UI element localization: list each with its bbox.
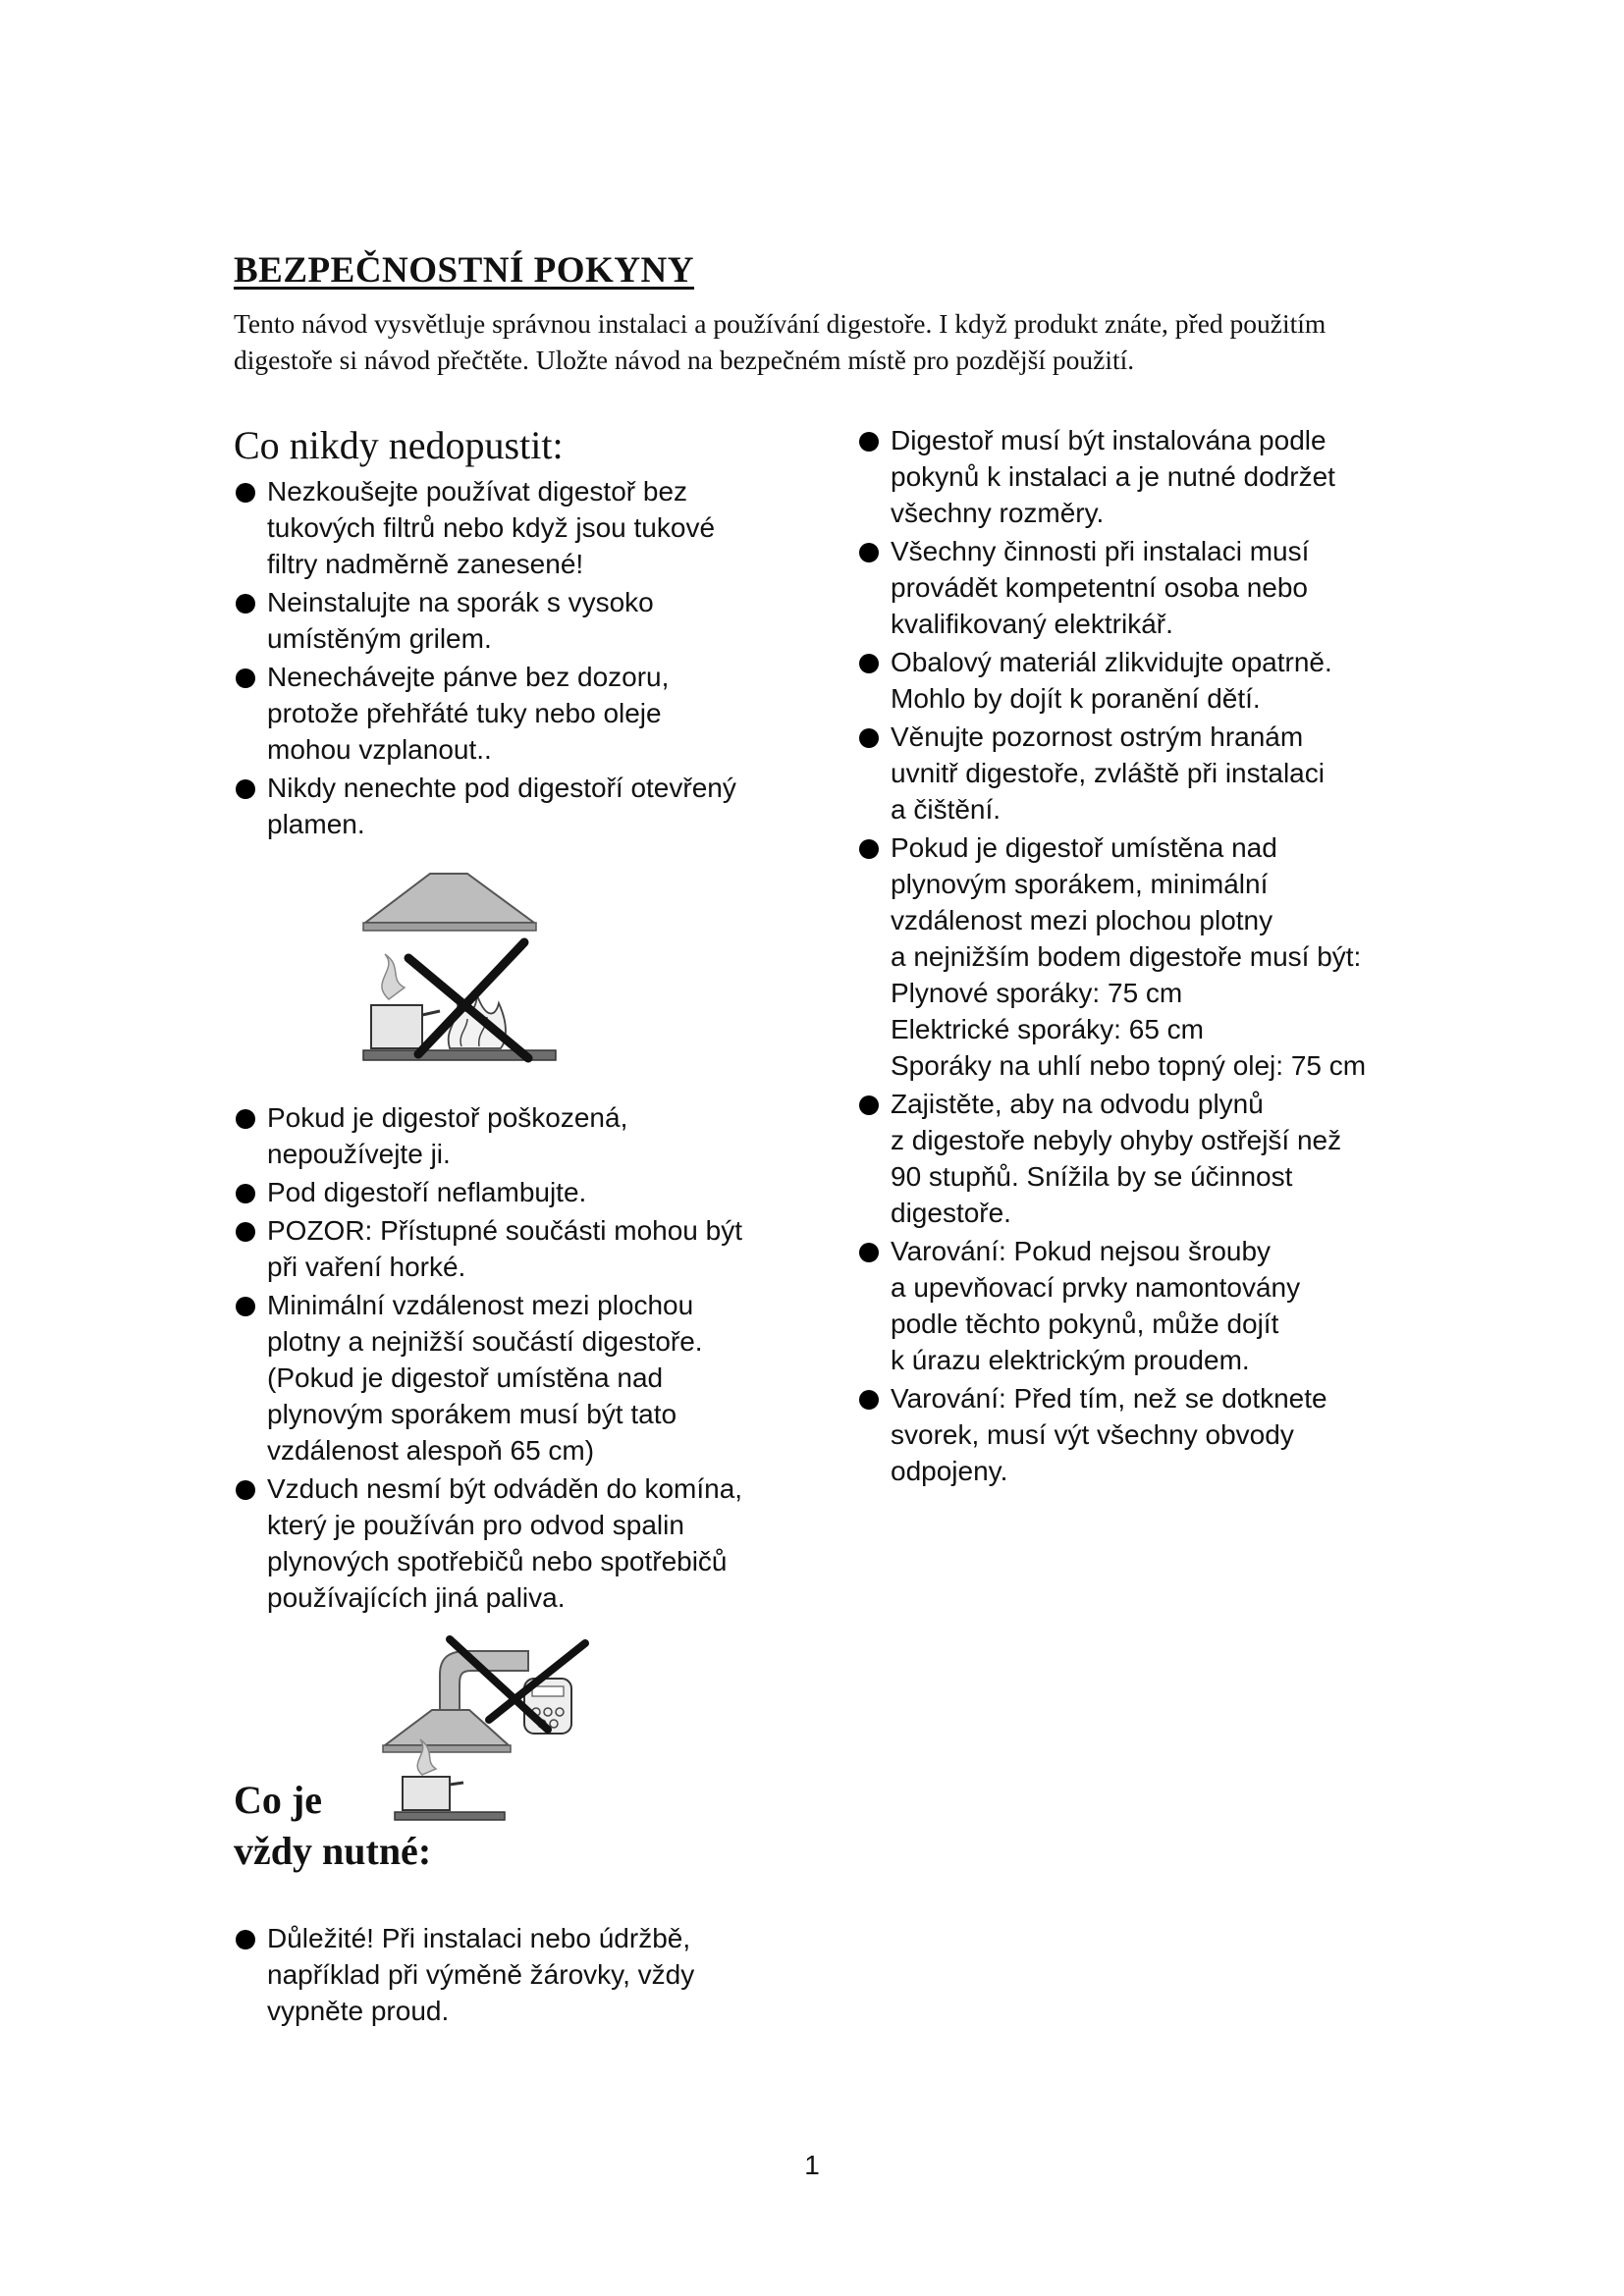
bullet-text	[889, 644, 1446, 717]
pot-on-cooktop-illustration	[391, 1724, 509, 1832]
cooktop-icon	[395, 1812, 505, 1820]
bullet-line: kvalifikovaný elektrikář.	[891, 609, 1173, 639]
bullet-line: provádět kompetentní osoba nebo	[891, 572, 1308, 603]
bullet-line: filtry nadměrně zanesené!	[267, 549, 584, 579]
left-column	[234, 422, 823, 2031]
bullet-text	[265, 1287, 823, 1468]
bullet-dot-icon	[859, 839, 879, 859]
bullet-line: Varování: Před tím, než se dotknete	[891, 1383, 1327, 1414]
bullet-line: například při výměně žárovky, vždy	[267, 1959, 695, 1990]
bullet-dot-icon	[859, 1243, 879, 1262]
bullet-line: umístěným grilem.	[267, 623, 492, 654]
hood-shape	[363, 874, 536, 931]
bullet-line: protože přehřáté tuky nebo oleje	[267, 698, 662, 728]
bullet-item	[857, 1380, 1446, 1489]
heading-line-2: vždy nutné:	[234, 1829, 432, 1873]
bullet-line: (Pokud je digestoř umístěna nad	[267, 1362, 664, 1393]
bullet-text	[889, 1086, 1446, 1231]
bullet-dot-icon	[236, 1930, 255, 1949]
bullet-line: Důležité! Při instalaci nebo údržbě,	[267, 1923, 691, 1953]
bullet-line: a čištění.	[891, 794, 1001, 825]
bullet-item	[857, 644, 1446, 717]
bullet-line: používajících jiná paliva.	[267, 1582, 566, 1613]
bullet-line: a nejnižším bodem digestoře musí být:	[891, 941, 1362, 972]
bullet-dot-icon	[236, 779, 255, 799]
bullet-dot-icon	[236, 1297, 255, 1316]
bullet-text	[265, 1099, 823, 1172]
bullet-text	[265, 659, 823, 768]
page-number: 1	[804, 2150, 820, 2180]
page-title: BEZPEČNOSTNÍ POKYNY	[234, 250, 694, 291]
bullet-dot-icon	[859, 543, 879, 562]
bullet-dot-icon	[859, 432, 879, 452]
bullet-line: k úrazu elektrickým proudem.	[891, 1345, 1250, 1375]
bullet-item	[857, 829, 1446, 1084]
bullet-line: Neinstalujte na sporák s vysoko	[267, 587, 654, 617]
bullet-line: Sporáky na uhlí nebo topný olej: 75 cm	[891, 1050, 1367, 1081]
bullet-item	[234, 1470, 823, 1616]
bullet-item	[857, 422, 1446, 531]
bullet-line: plotny a nejnižší součástí digestoře.	[267, 1326, 703, 1357]
bullet-text	[889, 1380, 1446, 1489]
bullet-line: Nenechávejte pánve bez dozoru,	[267, 662, 670, 692]
bullet-list-always	[234, 1920, 823, 2029]
bullet-line: digestoře.	[891, 1198, 1011, 1228]
bullet-item	[857, 1086, 1446, 1231]
bullet-line: z digestoře nebyly ohyby ostřejší než	[891, 1125, 1342, 1155]
bullet-line: nepoužívejte ji.	[267, 1139, 451, 1169]
bullet-line: Elektrické sporáky: 65 cm	[891, 1014, 1204, 1044]
bullet-line: všechny rozměry.	[891, 498, 1105, 528]
bullet-item	[234, 1212, 823, 1285]
bullet-line: uvnitř digestoře, zvláště při instalaci	[891, 758, 1325, 788]
bullet-line: Varování: Pokud nejsou šrouby	[891, 1236, 1272, 1266]
bullet-line: podle těchto pokynů, může dojít	[891, 1308, 1279, 1339]
bullet-line: Věnujte pozornost ostrým hranám	[891, 721, 1304, 752]
bullet-line: 90 stupňů. Snížila by se účinnost	[891, 1161, 1293, 1192]
bullet-text	[889, 829, 1446, 1084]
bullet-line: Pod digestoří neflambujte.	[267, 1177, 587, 1207]
bullet-line: Minimální vzdálenost mezi plochou	[267, 1290, 694, 1320]
bullet-dot-icon	[236, 1109, 255, 1129]
no-open-flame-illustration	[359, 872, 566, 1078]
bullet-line: který je používán pro odvod spalin	[267, 1510, 684, 1540]
bullet-text	[265, 1470, 823, 1616]
right-column	[857, 422, 1446, 1491]
bullet-dot-icon	[236, 1184, 255, 1203]
bullet-list-never-b	[234, 1099, 823, 1616]
bullet-text	[889, 1233, 1446, 1378]
bullet-item	[234, 473, 823, 582]
bullet-dot-icon	[236, 1222, 255, 1242]
bullet-line: Digestoř musí být instalována podle	[891, 425, 1326, 455]
bullet-dot-icon	[236, 1480, 255, 1500]
bullet-text	[265, 473, 823, 582]
bullet-line: Plynové sporáky: 75 cm	[891, 978, 1183, 1008]
bullet-item	[857, 1233, 1446, 1378]
heading-line-1: Co je	[234, 1778, 322, 1822]
bullet-line: svorek, musí výt všechny obvody	[891, 1419, 1294, 1450]
bullet-line: Pokud je digestoř poškozená,	[267, 1102, 628, 1133]
bullet-text	[265, 770, 823, 842]
bullet-line: Vzduch nesmí být odváděn do komína,	[267, 1473, 743, 1504]
bullet-dot-icon	[236, 483, 255, 503]
bullet-line: Zajistěte, aby na odvodu plynů	[891, 1089, 1264, 1119]
bullet-line: Všechny činnosti při instalaci musí	[891, 536, 1310, 566]
bullet-line: Nikdy nenechte pod digestoří otevřený	[267, 773, 736, 803]
section-heading-never: Co nikdy nedopustit:	[234, 423, 564, 467]
bullet-line: vzdálenost mezi plochou plotny	[891, 905, 1273, 935]
bullet-dot-icon	[859, 654, 879, 673]
bullet-text	[265, 1212, 823, 1285]
bullet-list-never-a	[234, 473, 823, 842]
bullet-line: vzdálenost alespoň 65 cm)	[267, 1435, 595, 1466]
bullet-line: a upevňovací prvky namontovány	[891, 1272, 1301, 1303]
bullet-item	[234, 659, 823, 768]
steam-icon	[382, 954, 405, 999]
bullet-line: plynových spotřebičů nebo spotřebičů	[267, 1546, 728, 1576]
bullet-line: pokynů k instalaci a je nutné dodržet	[891, 461, 1335, 492]
pot-icon	[403, 1777, 463, 1810]
bullet-item	[234, 1920, 823, 2029]
bullet-line: Obalový materiál zlikvidujte opatrně.	[891, 647, 1332, 677]
bullet-line: plamen.	[267, 809, 365, 839]
bullet-dot-icon	[236, 594, 255, 614]
bullet-text	[889, 719, 1446, 828]
bullet-list-right	[857, 422, 1446, 1489]
bullet-line: POZOR: Přístupné součásti mohou být	[267, 1215, 742, 1246]
bullet-text	[265, 1920, 823, 2029]
bullet-line: plynovým sporákem musí být tato	[267, 1399, 677, 1429]
bullet-line: odpojeny.	[891, 1456, 1008, 1486]
bullet-line: vypněte proud.	[267, 1996, 450, 2026]
bullet-line: Nezkoušejte používat digestoř bez	[267, 476, 688, 507]
bullet-dot-icon	[236, 668, 255, 688]
bullet-text	[889, 533, 1446, 642]
bullet-text	[265, 584, 823, 657]
bullet-item	[234, 1174, 823, 1210]
bullet-line: Mohlo by dojít k poranění dětí.	[891, 683, 1261, 714]
bullet-item	[234, 1287, 823, 1468]
intro-paragraph: Tento návod vysvětluje správnou instalaci a používání digestoře. I když produkt znáte, před použitím digestoře si návod přečtěte. Uložte návod na bezpečném místě pro pozdější použití.	[234, 308, 1326, 375]
bullet-line: mohou vzplanout..	[267, 734, 492, 765]
bullet-item	[857, 533, 1446, 642]
bullet-line: plynovým sporákem, minimální	[891, 869, 1269, 899]
bullet-item	[234, 584, 823, 657]
bullet-line: při vaření horké.	[267, 1252, 466, 1282]
bullet-text	[265, 1174, 823, 1210]
bullet-item	[857, 719, 1446, 828]
bullet-dot-icon	[859, 1095, 879, 1115]
steam-icon	[417, 1739, 436, 1775]
bullet-text	[889, 422, 1446, 531]
bullet-item	[234, 1099, 823, 1172]
bullet-dot-icon	[859, 728, 879, 748]
bullet-item	[234, 770, 823, 842]
section-heading-always-wrap	[234, 1778, 823, 1920]
bullet-line: Pokud je digestoř umístěna nad	[891, 832, 1277, 863]
bullet-line: tukových filtrů nebo když jsou tukové	[267, 512, 716, 543]
bullet-dot-icon	[859, 1390, 879, 1410]
